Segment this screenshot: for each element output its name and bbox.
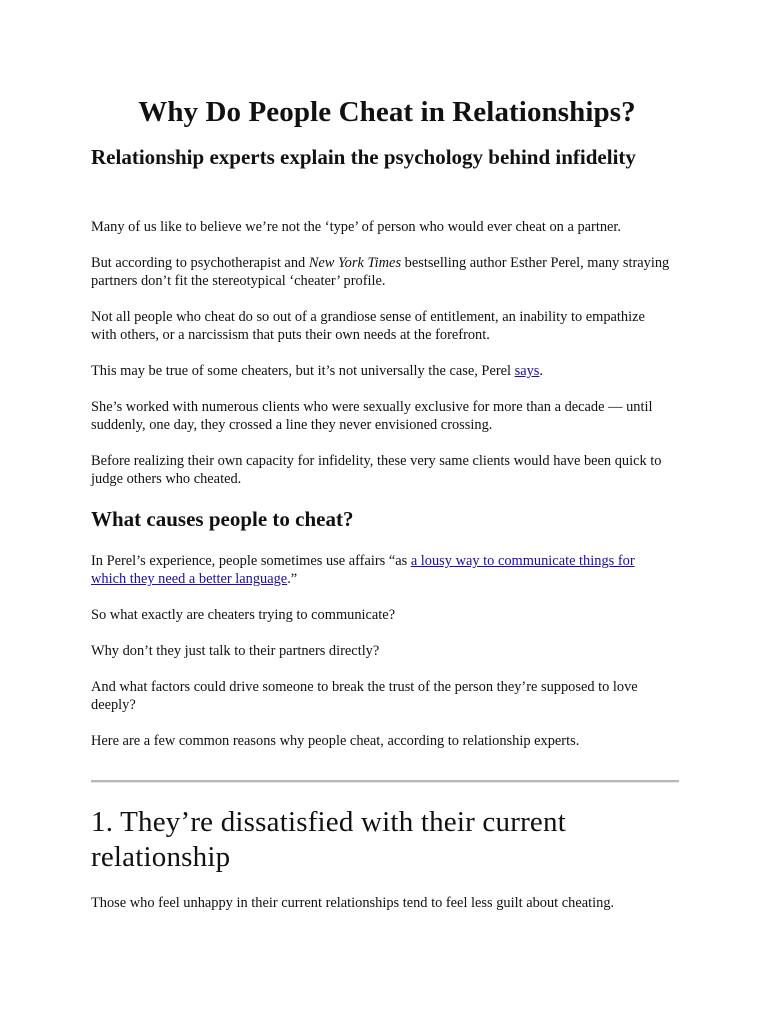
paragraph-2-text-end: bestselling author Esther Perel, many straying partners don’t fit the stereotypical ‘cheater’ profile. xyxy=(91,255,670,289)
paragraph-2-text-start: But according to psychotherapist and xyxy=(91,255,309,271)
paragraph-question-1: So what exactly are cheaters trying to communicate? xyxy=(91,607,396,623)
publication-name: New York Times xyxy=(308,255,402,271)
paragraph-reasons-intro: Here are a few common reasons why people cheat, according to relationship experts. xyxy=(91,733,580,749)
lousy-way-link[interactable]: a lousy way to communicate things for which they need a better language xyxy=(91,553,635,587)
paragraph-1: Many of us like to believe we’re not the ‘type’ of person who would ever cheat on a partner. xyxy=(91,219,622,235)
perel-text-end: .” xyxy=(287,571,298,587)
article xyxy=(91,92,683,912)
article-title: Why Do People Cheat in Relationships? xyxy=(138,96,636,128)
paragraph-4-text-start: This may be true of some cheaters, but it’s not universally the case, Perel xyxy=(91,363,515,379)
reason-1-heading: 1. They’re dissatisfied with their current relationship xyxy=(91,806,566,873)
paragraph-perel-experience xyxy=(91,552,671,588)
paragraph-question-3: And what factors could drive someone to break the trust of the person they’re supposed to love deeply? xyxy=(91,679,638,713)
section-heading-causes: What causes people to cheat? xyxy=(91,507,354,531)
paragraph-6: Before realizing their own capacity for infidelity, these very same clients would have been quick to judge others who cheated. xyxy=(91,453,662,487)
paragraph-4-text-end: . xyxy=(539,363,544,379)
paragraph-2 xyxy=(91,254,671,290)
reason-1-body: Those who feel unhappy in their current relationships tend to feel less guilt about cheating. xyxy=(91,895,615,911)
horizontal-divider xyxy=(91,780,679,783)
perel-text-start: In Perel’s experience, people sometimes use affairs “as xyxy=(91,553,411,569)
paragraph-4 xyxy=(91,362,671,380)
says-link[interactable]: says xyxy=(514,363,540,379)
paragraph-question-2: Why don’t they just talk to their partners directly? xyxy=(91,643,380,659)
paragraph-5: She’s worked with numerous clients who were sexually exclusive for more than a decade — until suddenly, one day, they crossed a line they never envisioned crossing. xyxy=(91,399,653,433)
paragraph-3: Not all people who cheat do so out of a grandiose sense of entitlement, an inability to empathize with others, or a narcissism that puts their own needs at the forefront. xyxy=(91,309,645,343)
article-subtitle: Relationship experts explain the psychology behind infidelity xyxy=(91,145,636,169)
